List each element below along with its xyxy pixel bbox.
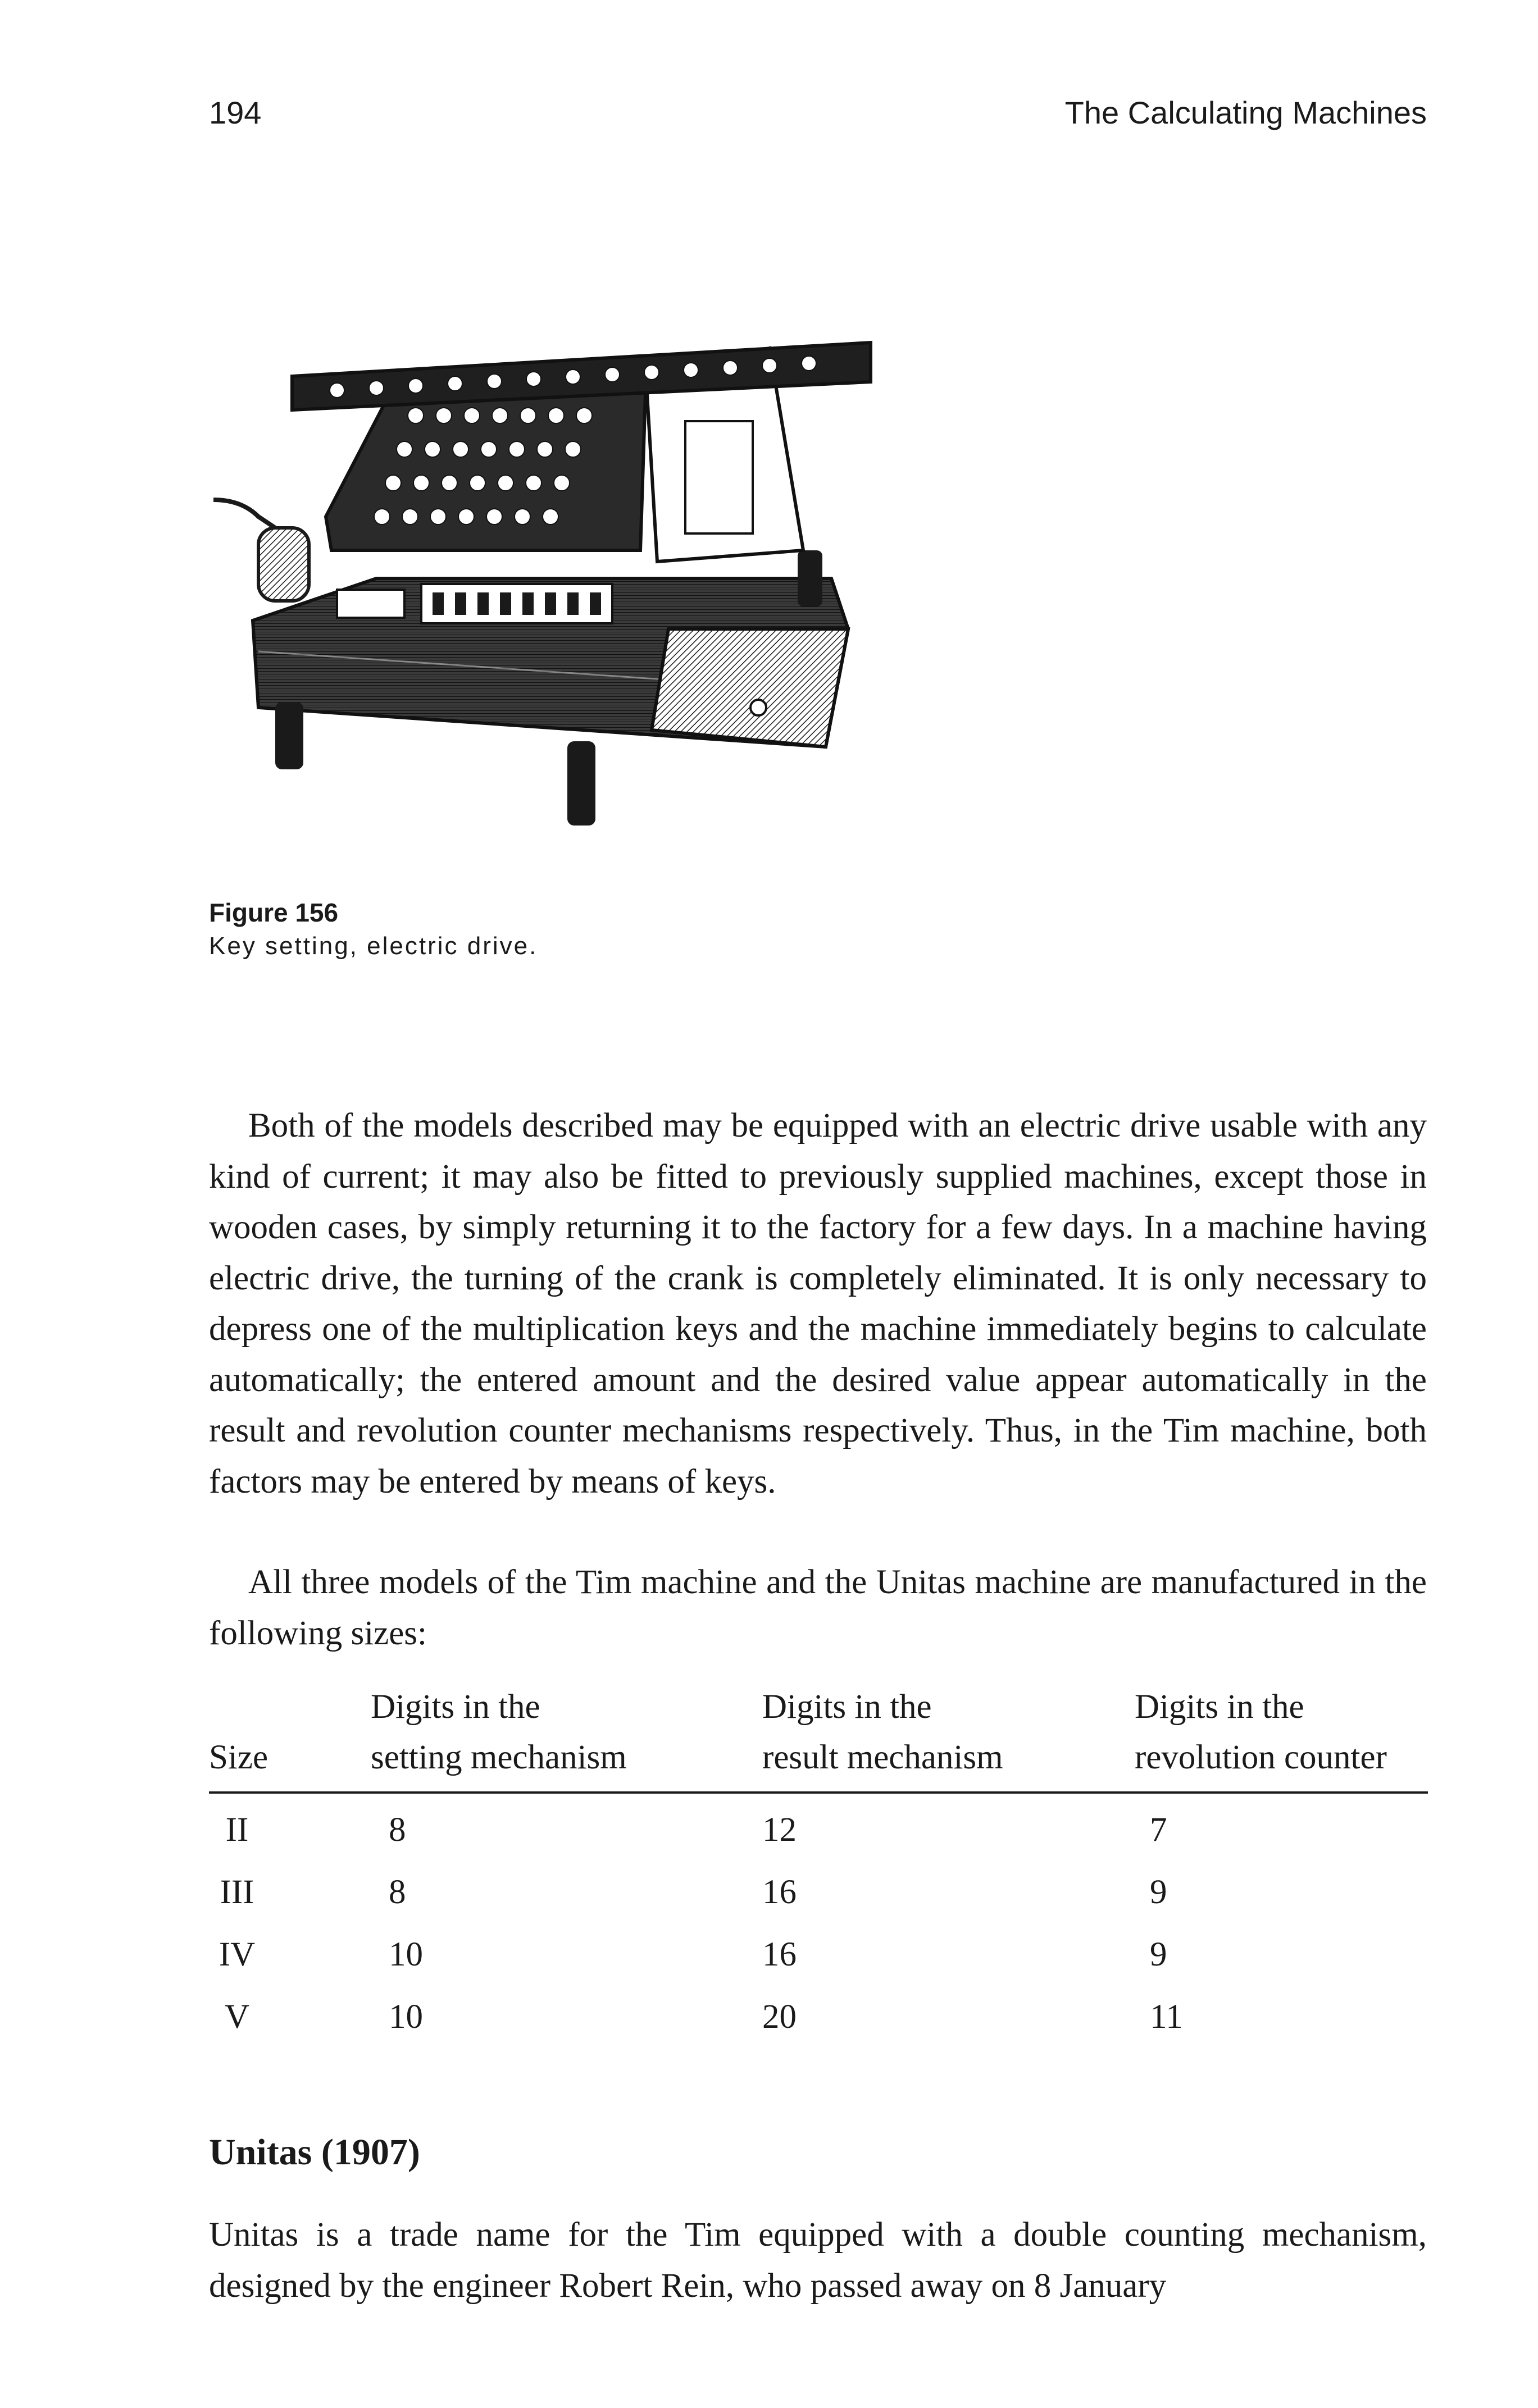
figure-number: Figure 156	[209, 898, 339, 927]
header-revolution-line2: revolution counter	[1135, 1739, 1387, 1776]
table-header	[209, 1682, 1428, 1794]
body-paragraph-1: Both of the models described may be equipped with an electric drive usable with any kind of current; it may also be fitted to previously supplied machines, except those in wooden cases, by simply returning it to the factory for a few days. In a machine having electric drive, the turning of the crank is completely eliminated. It is only necessary to depress one of the multiplication keys and the machine immediately begins to calculate automatically; the entered amount and the desired value appear automatically in the result and revolution counter mechanisms respectively. Thus, in the Tim machine, both factors may be entered by means of keys.	[209, 1107, 1427, 1501]
cell-setting: 8	[389, 1873, 406, 1911]
table-row	[209, 1794, 1428, 1856]
calculating-machine-illustration	[208, 314, 938, 865]
section-paragraph: Unitas is a trade name for the Tim equipped with a double counting mechanism, designed by the engineer Robert Rein, who passed away on 8 January	[209, 2216, 1427, 2305]
header-result-line1: Digits in the	[762, 1688, 932, 1726]
header-result-line2: result mechanism	[762, 1739, 1003, 1776]
header-revolution-line1: Digits in the	[1135, 1688, 1304, 1726]
cell-result: 16	[762, 1873, 797, 1911]
section-heading: Unitas (1907)	[209, 2131, 420, 2173]
body-paragraph-2: All three models of the Tim machine and the Unitas machine are manufactured in the following sizes:	[209, 1563, 1427, 1652]
cell-size: III	[220, 1873, 254, 1911]
cell-result: 12	[762, 1811, 797, 1849]
cell-result: 16	[762, 1936, 797, 1973]
sizes-table	[209, 1682, 1428, 2043]
figure-caption	[209, 896, 538, 963]
page-number: 194	[209, 95, 262, 130]
chapter-title: The Calculating Machines	[1064, 95, 1427, 130]
cell-size: V	[224, 1998, 250, 2036]
header-setting-line1: Digits in the	[371, 1688, 540, 1726]
header-setting-line2: setting mechanism	[371, 1739, 627, 1776]
table-row	[209, 1856, 1428, 1918]
cell-revolution: 9	[1150, 1873, 1167, 1911]
header-revolution	[1135, 1682, 1472, 1783]
cell-revolution: 7	[1150, 1811, 1167, 1849]
cell-size: IV	[219, 1936, 256, 1973]
table-row	[209, 1918, 1428, 1981]
cell-setting: 8	[389, 1811, 406, 1849]
cell-setting: 10	[389, 1998, 423, 2036]
cell-setting: 10	[389, 1936, 423, 1973]
running-head	[0, 94, 1538, 139]
table-row	[209, 1981, 1428, 2043]
header-result	[762, 1682, 1099, 1783]
figure-caption-text: Key setting, electric drive.	[209, 932, 538, 960]
header-setting	[371, 1682, 708, 1783]
cell-size: II	[225, 1811, 249, 1849]
cell-revolution: 11	[1150, 1998, 1183, 2036]
cell-result: 20	[762, 1998, 797, 2036]
cell-revolution: 9	[1150, 1936, 1167, 1973]
header-size: Size	[209, 1739, 269, 1776]
